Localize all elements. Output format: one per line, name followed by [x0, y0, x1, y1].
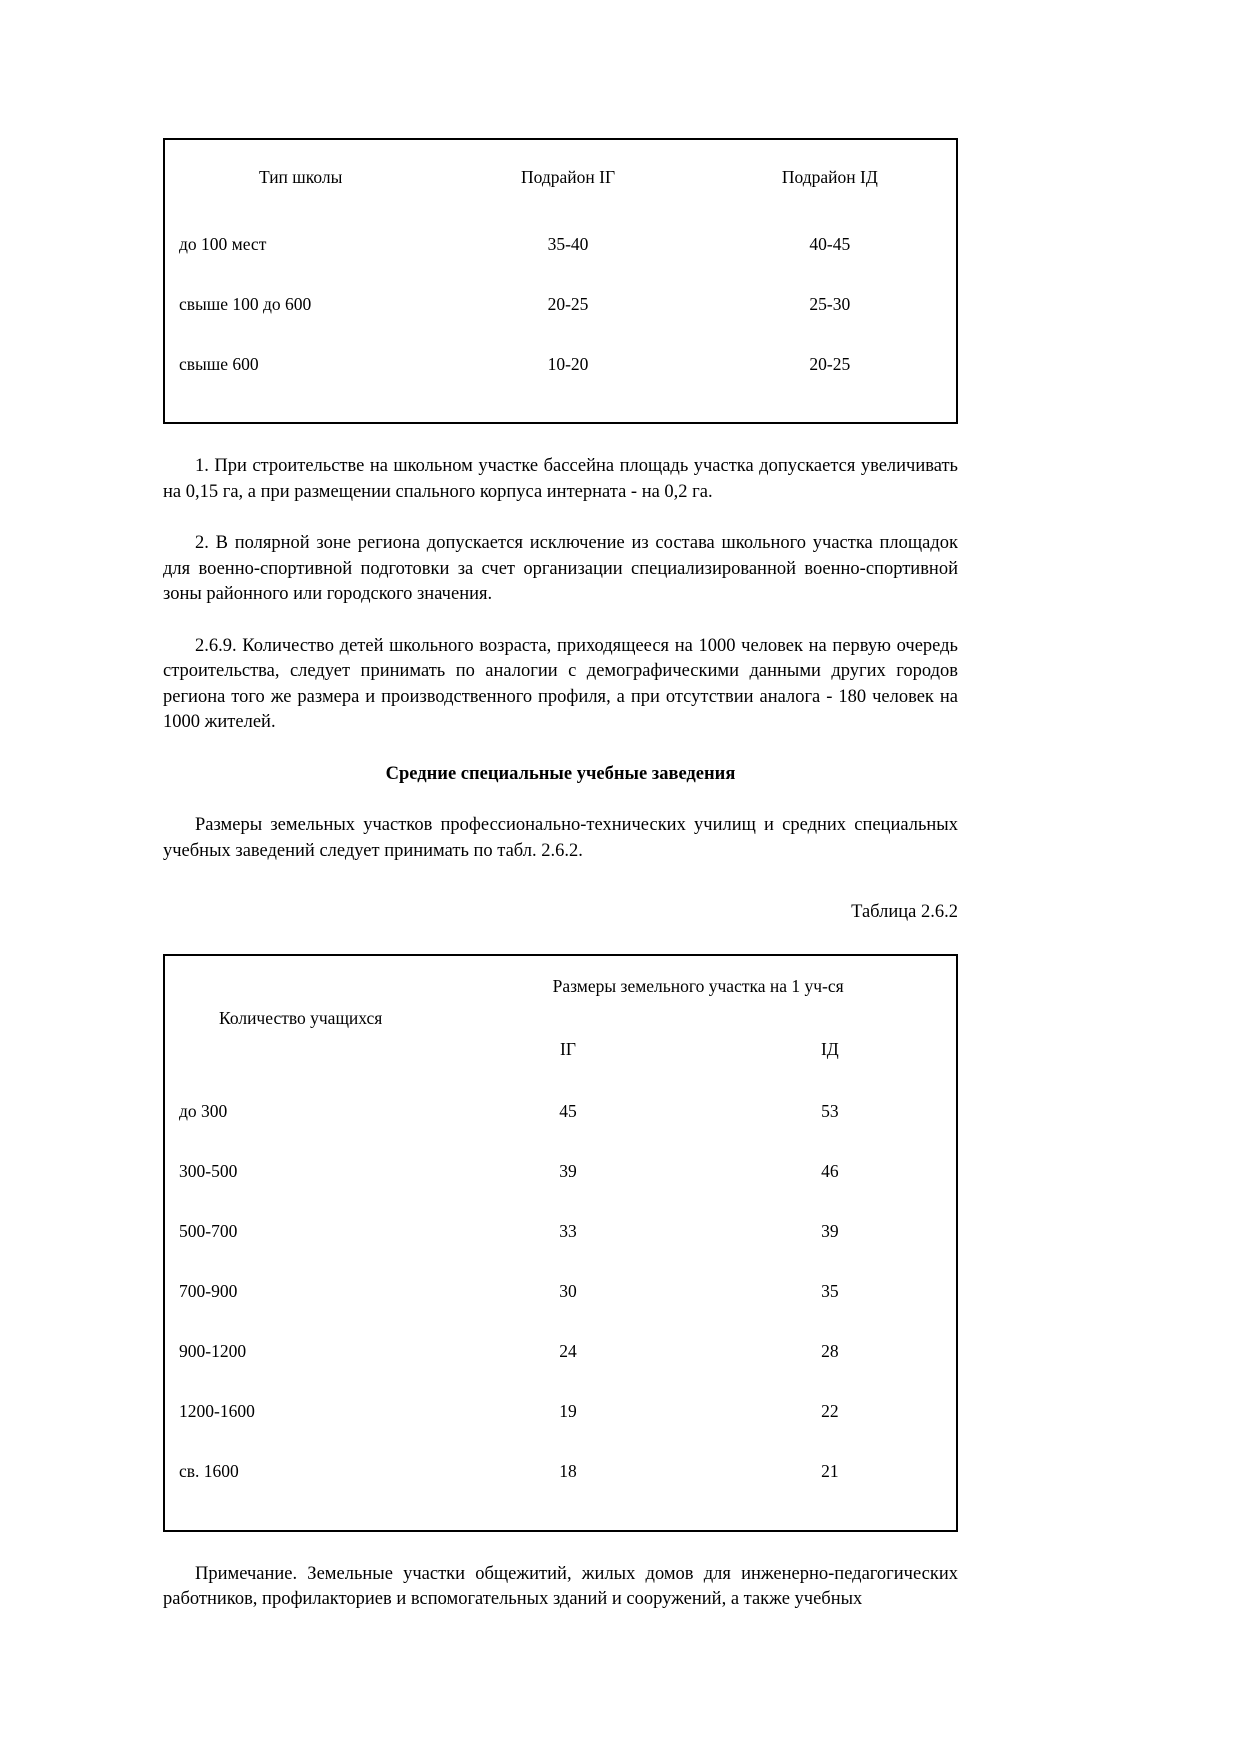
cell-student-count: 900-1200	[179, 1341, 247, 1361]
cell-value-ig: 18	[559, 1461, 577, 1481]
intro-paragraph: Размеры земельных участков профессионально-технических училищ и средних специальных учебных заведений следует принимать по табл. 2.6.2.	[163, 815, 958, 861]
note-paragraph-2: 2. В полярной зоне региона допускается исключение из состава школьного участка площадок для военно-спортивной подготовки за счет организации специализированной военно-спортивной зоны районного или городского значения.	[163, 533, 958, 604]
table-row	[165, 1142, 960, 1202]
cell-value-id: 35	[821, 1281, 839, 1301]
cell-value-id: 28	[821, 1341, 839, 1361]
cell-value-id: 25-30	[809, 293, 851, 314]
cell-value-ig: 20-25	[547, 293, 589, 314]
table-row	[165, 1382, 960, 1442]
cell-value-ig: 33	[559, 1221, 577, 1241]
cell-value-ig: 35-40	[547, 233, 589, 254]
spacer	[163, 608, 958, 634]
spacer-cell	[436, 394, 699, 422]
cell-student-count: 500-700	[179, 1221, 238, 1241]
table-land-plot-sizes	[163, 954, 958, 1532]
spacer	[163, 926, 958, 954]
cell-student-count: св. 1600	[179, 1461, 239, 1481]
spacer-cell	[436, 1502, 699, 1530]
spacer-cell	[165, 1502, 436, 1530]
table-row	[165, 1082, 960, 1142]
cell-value-id: 40-45	[809, 233, 851, 254]
spacer-cell	[700, 1502, 960, 1530]
cell-value-id: 21	[821, 1461, 839, 1481]
cell-school-type: свыше 600	[179, 353, 259, 374]
cell-value-ig: 45	[559, 1101, 577, 1121]
top-spacer	[163, 0, 958, 138]
cell-value-id: 22	[821, 1401, 839, 1421]
spacer	[163, 864, 958, 900]
cell-value-ig: 10-20	[547, 353, 589, 374]
cell-school-type: до 100 мест	[179, 233, 267, 254]
table-school-types	[163, 138, 958, 424]
section-heading: Средние специальные учебные заведения	[385, 763, 736, 784]
column-header-student-count: Количество учащихся	[219, 1008, 383, 1028]
table-row-header	[165, 140, 960, 214]
table-bottom-spacer	[165, 394, 960, 422]
cell-value-ig: 30	[559, 1281, 577, 1301]
note-paragraph-1: 1. При строительстве на школьном участке бассейна площадь участка допускается увеличивать на 0,15 га, а при размещении спального корпуса интерната - на 0,2 га.	[163, 456, 958, 502]
cell-value-id: 20-25	[809, 353, 851, 374]
page-content	[163, 0, 958, 1613]
spacer-cell	[165, 394, 436, 422]
table-row	[165, 214, 960, 274]
cell-school-type: свыше 100 до 600	[179, 293, 312, 314]
cell-student-count: 300-500	[179, 1161, 238, 1181]
cell-student-count: 1200-1600	[179, 1401, 255, 1421]
column-header-id: IД	[820, 1039, 839, 1059]
cell-student-count: 700-900	[179, 1281, 238, 1301]
table-row	[165, 1262, 960, 1322]
table-row	[165, 274, 960, 334]
table-row	[165, 1442, 960, 1502]
spacer	[163, 1532, 958, 1562]
column-header-ig: IГ	[560, 1039, 576, 1059]
cell-value-ig: 39	[559, 1161, 577, 1181]
table-row	[165, 1322, 960, 1382]
table-school-types-grid	[165, 140, 960, 422]
table-caption: Таблица 2.6.2	[851, 902, 958, 922]
table-row	[165, 1202, 960, 1262]
table-row-header-top	[165, 956, 960, 1018]
cell-student-count: до 300	[179, 1101, 228, 1121]
clause-2-6-9: 2.6.9. Количество детей школьного возраста, приходящееся на 1000 человек на первую очередь строительства, следует принимать по аналогии с демографическими данными других городов региона того же размера и производственного профиля, а при отсутствии аналога - 180 человек на 1000 жителей.	[163, 635, 958, 732]
spacer	[163, 505, 958, 531]
spacer	[163, 736, 958, 762]
column-header-school-type: Тип школы	[258, 166, 343, 187]
spacer	[163, 787, 958, 813]
spacer-cell	[700, 394, 960, 422]
table-land-plot-sizes-grid	[165, 956, 960, 1530]
cell-value-id: 46	[821, 1161, 839, 1181]
cell-value-ig: 19	[559, 1401, 577, 1421]
column-header-subdistrict-id: Подрайон IД	[781, 166, 878, 187]
column-group-header-plot-size: Размеры земельного участка на 1 уч-ся	[552, 976, 844, 996]
footer-note-paragraph: Примечание. Земельные участки общежитий, жилых домов для инженерно-педагогических работников, профилакториев и вспомогательных зданий и сооружений, а также учебных	[163, 1563, 958, 1609]
column-header-subdistrict-ig: Подрайон IГ	[520, 166, 616, 187]
table-bottom-spacer	[165, 1502, 960, 1530]
cell-value-id: 53	[821, 1101, 839, 1121]
cell-value-ig: 24	[559, 1341, 577, 1361]
table-row	[165, 334, 960, 394]
spacer	[163, 424, 958, 454]
cell-value-id: 39	[821, 1221, 839, 1241]
